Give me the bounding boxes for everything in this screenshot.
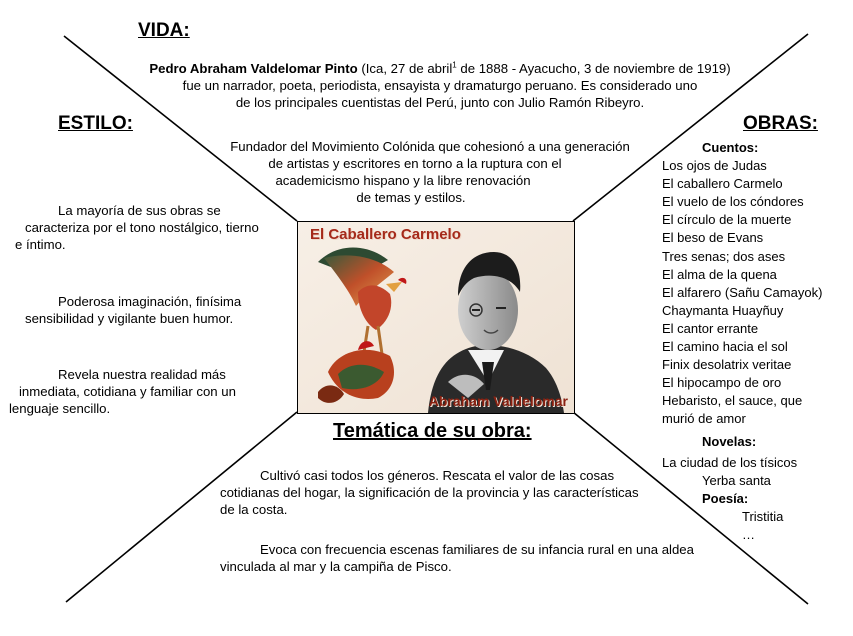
image-author: Abraham Valdelomar xyxy=(428,393,568,409)
cuento-item: murió de amor xyxy=(662,411,746,427)
vida-name: Pedro Abraham Valdelomar Pinto xyxy=(149,61,358,76)
novela-item: La ciudad de los tísicos xyxy=(662,454,798,470)
obras-list xyxy=(662,139,850,544)
vida-bio-line3: de los principales cuentistas del Perú, junto con Julio Ramón Ribeyro. xyxy=(235,95,645,110)
cuento-item: El cantor errante xyxy=(662,320,759,336)
cuento-item: El círculo de la muerte xyxy=(662,212,792,228)
image-title: El Caballero Carmelo xyxy=(310,226,461,243)
poesia-item: … xyxy=(742,526,755,542)
estilo-paragraph-1 xyxy=(8,202,288,253)
cuento-item: El hipocampo de oro xyxy=(662,375,782,391)
estilo-line: e íntimo. xyxy=(15,237,66,252)
estilo-line: La mayoría de sus obras se xyxy=(58,203,221,218)
tematica-line: Cultivó casi todos los géneros. Rescata el valor de las cosas xyxy=(260,468,615,483)
cuentos-label: Cuentos: xyxy=(702,140,759,155)
tematica-line: Evoca con frecuencia escenas familiares de su infancia rural en una aldea xyxy=(260,542,694,557)
vida-heading: VIDA: xyxy=(138,20,190,41)
tematica-heading: Temática de su obra: xyxy=(333,420,532,442)
vida-founder xyxy=(210,138,650,206)
cuento-item: Tres senas; dos ases xyxy=(662,248,786,264)
vida-bio-part1: (Ica, 27 de abril xyxy=(357,61,453,76)
tematica-line: vinculada al mar y la campiña de Pisco. xyxy=(220,559,452,574)
estilo-line: lenguaje sencillo. xyxy=(9,401,111,416)
vida-bio-sup: 1 xyxy=(452,60,457,70)
estilo-line: Poderosa imaginación, finísima xyxy=(58,294,242,309)
cuento-item: Hebaristo, el sauce, que xyxy=(662,393,803,409)
vida-founder-line: de temas y estilos. xyxy=(356,190,466,205)
tematica-paragraph-2 xyxy=(220,541,700,575)
estilo-line: caracteriza por el tono nostálgico, tierno xyxy=(25,220,259,235)
poesia-item: Tristitia xyxy=(742,508,784,524)
book-cover-illustration xyxy=(298,222,574,413)
cuento-item: Finix desolatrix veritae xyxy=(662,357,792,373)
cuento-item: Chaymanta Huayñuy xyxy=(662,302,784,318)
estilo-heading: ESTILO: xyxy=(58,113,133,134)
cuento-item: Los ojos de Judas xyxy=(662,158,767,174)
vida-founder-line: Fundador del Movimiento Colónida que cohesionó a una generación xyxy=(230,139,630,154)
cuento-item: El vuelo de los cóndores xyxy=(662,194,804,210)
novela-item: Yerba santa xyxy=(702,472,771,488)
novelas-label: Novelas: xyxy=(702,433,757,449)
estilo-line: Revela nuestra realidad más xyxy=(58,367,226,382)
obras-heading: OBRAS: xyxy=(743,113,818,134)
cuento-item: El camino hacia el sol xyxy=(662,339,788,355)
vida-founder-line: de artistas y escritores en torno a la ruptura con el xyxy=(268,156,562,171)
cuento-item: El beso de Evans xyxy=(662,230,764,246)
tematica-line: cotidianas del hogar, la significación de la provincia y las características xyxy=(220,485,639,500)
estilo-paragraph-2 xyxy=(8,293,288,327)
tematica-paragraph-1 xyxy=(220,467,660,518)
vida-bio xyxy=(120,60,760,111)
estilo-line: inmediata, cotidiana y familiar con un xyxy=(19,384,236,399)
tematica-line: de la costa. xyxy=(220,502,288,517)
central-image xyxy=(297,221,575,414)
estilo-line: sensibilidad y vigilante buen humor. xyxy=(25,311,234,326)
vida-bio-part2: de 1888 - Ayacucho, 3 de noviembre de 1919) xyxy=(456,61,731,76)
cuento-item: El alma de la quena xyxy=(662,266,777,282)
estilo-paragraph-3 xyxy=(8,366,288,417)
vida-bio-line2: fue un narrador, poeta, periodista, ensayista y dramaturgo peruano. Es considerado uno xyxy=(182,78,698,93)
poesia-label: Poesía: xyxy=(702,490,749,506)
cuento-item: El alfarero (Sañu Camayok) xyxy=(662,284,823,300)
vida-founder-line: academicismo hispano y la libre renovación xyxy=(275,173,531,188)
cuento-item: El caballero Carmelo xyxy=(662,176,783,192)
